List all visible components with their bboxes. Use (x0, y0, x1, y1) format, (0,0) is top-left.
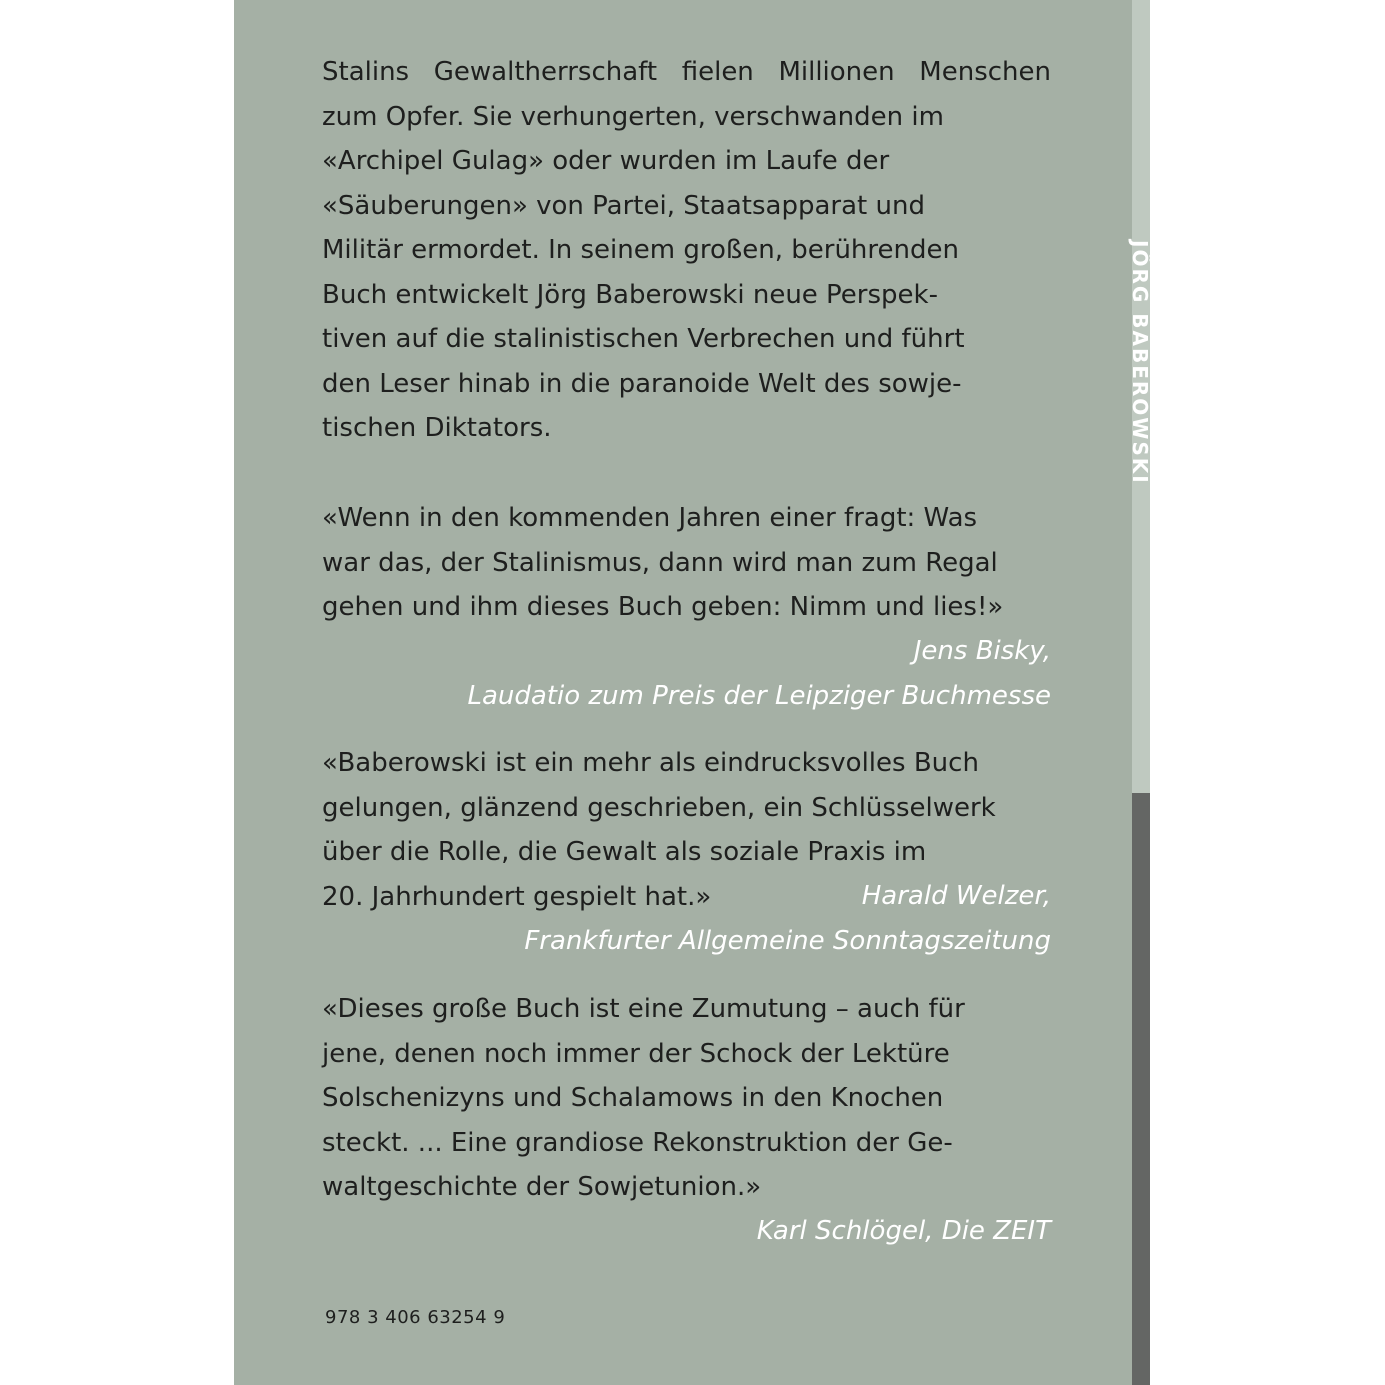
blurb-line: «Archipel Gulag» oder wurden im Laufe der (322, 146, 890, 176)
blurb-line: zum Opfer. Sie verhungerten, verschwanden im (322, 101, 944, 132)
review-quote-bisky (322, 496, 1051, 630)
quote-line: «Dieses große Buch ist eine Zumutung – auch für (322, 994, 965, 1024)
blurb-paragraph (322, 50, 1051, 451)
quote-line: jene, denen noch immer der Schock der Lektüre (322, 1038, 950, 1069)
quote-attribution: Laudatio zum Preis der Leipziger Buchmesse (467, 681, 1051, 711)
quote-attribution: Karl Schlögel, Die ZEIT (756, 1216, 1051, 1246)
quote-line: «Wenn in den kommenden Jahren einer fragt: Was (322, 503, 978, 533)
spine-author-text: JÖRG BABEROWSKI (1128, 240, 1152, 485)
quote-line: über die Rolle, die Gewalt als soziale Praxis im (322, 837, 927, 867)
quote-line: 20. Jahrhundert gespielt hat.» (322, 881, 712, 912)
blurb-line: Stalins Gewaltherrschaft fielen Millionen Menschen (322, 57, 1051, 87)
blurb-line: Buch entwickelt Jörg Baberowski neue Perspek- (322, 279, 938, 310)
spine-dark-band (1132, 793, 1150, 1385)
blurb-line: Militär ermordet. In seinem großen, berührenden (322, 235, 959, 265)
isbn-number: 978 3 406 63254 9 (325, 1307, 506, 1328)
book-spine (1128, 0, 1152, 1385)
quote-line: gehen und ihm dieses Buch geben: Nimm und lies!» (322, 592, 1004, 622)
quote-attribution: Jens Bisky, (913, 636, 1051, 666)
quote-attribution: Frankfurter Allgemeine Sonntagszeitung (524, 926, 1051, 956)
blurb-line: den Leser hinab in die paranoide Welt des sowje- (322, 368, 962, 399)
quote-line: Solschenizyns und Schalamows in den Knochen (322, 1083, 944, 1113)
quote-line: war das, der Stalinismus, dann wird man zum Regal (322, 547, 998, 578)
blurb-line: tischen Diktators. (322, 413, 552, 443)
quote-line: gelungen, glänzend geschrieben, ein Schlüsselwerk (322, 792, 996, 823)
review-quote-schloegel (322, 987, 1051, 1210)
quote-line: steckt. ... Eine grandiose Rekonstruktion der Ge- (322, 1127, 953, 1158)
quote-line: waltgeschichte der Sowjetunion.» (322, 1172, 762, 1202)
blurb-line: «Säuberungen» von Partei, Staatsapparat und (322, 190, 925, 221)
quote-line: «Baberowski ist ein mehr als eindrucksvolles Buch (322, 748, 979, 778)
quote-attribution: Harald Welzer, (861, 881, 1051, 911)
blurb-line: tiven auf die stalinistischen Verbrechen und führt (322, 324, 965, 354)
